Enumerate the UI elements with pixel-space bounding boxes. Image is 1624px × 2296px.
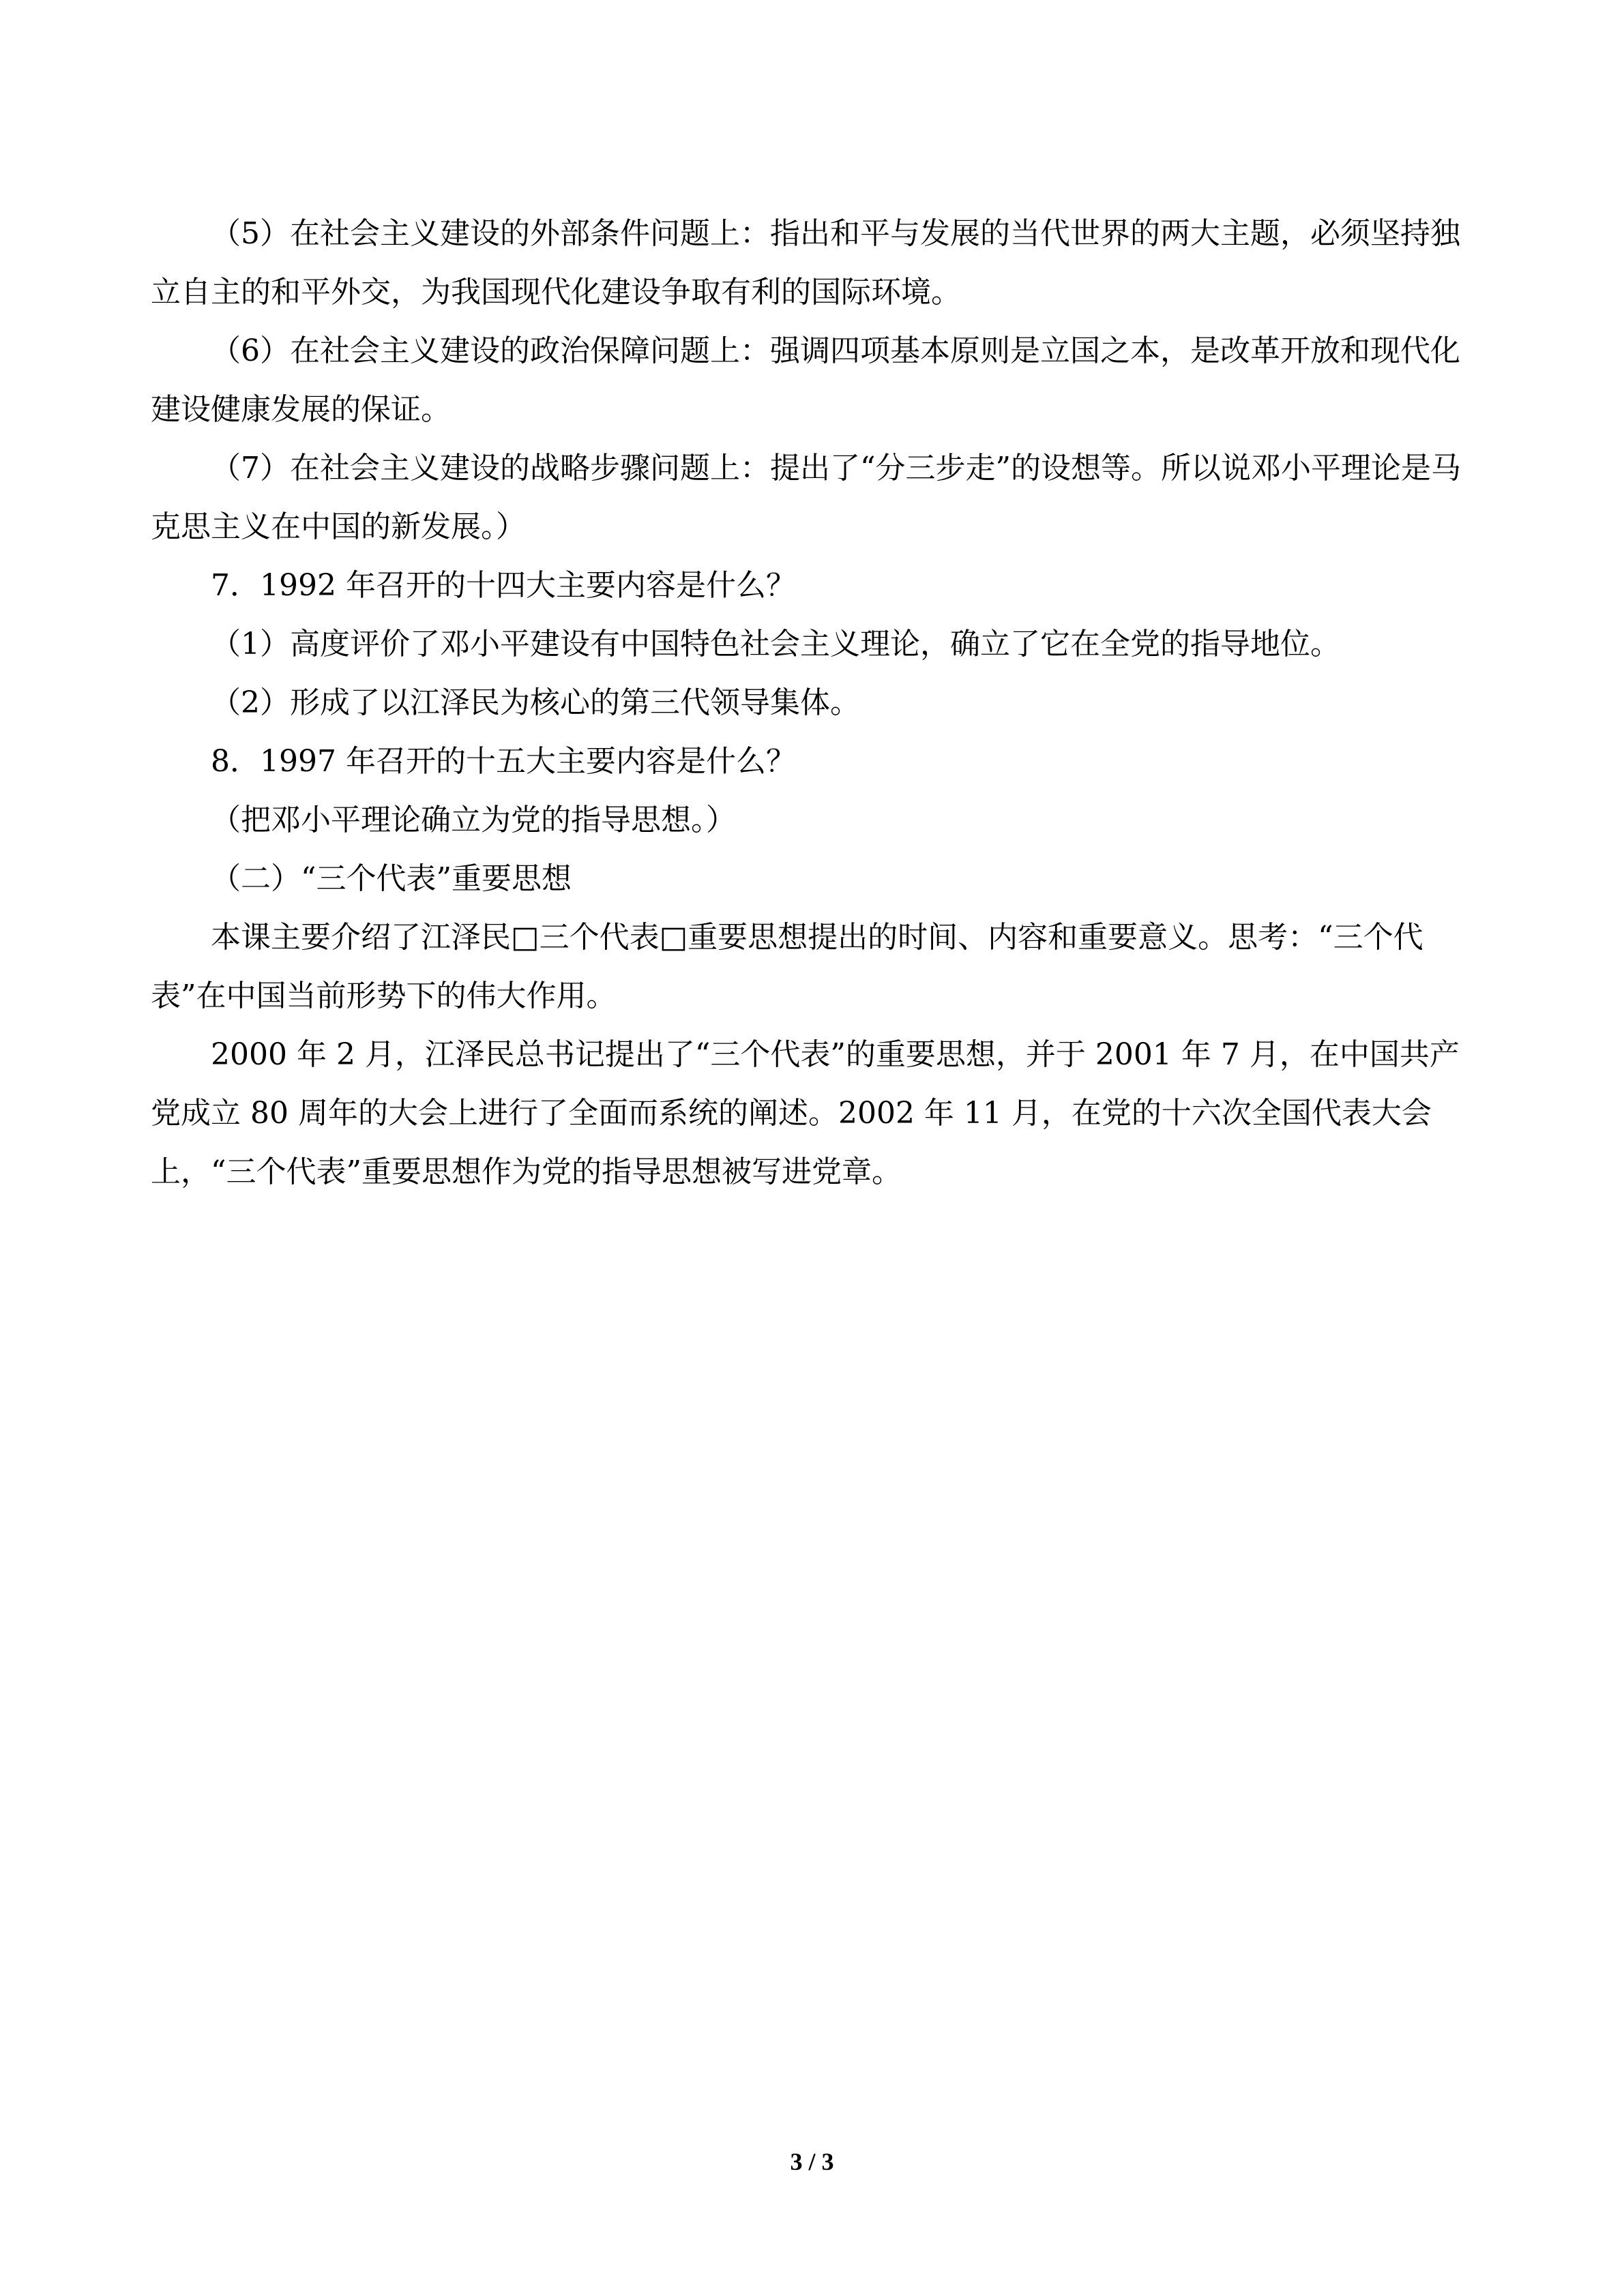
section-heading-three-represents: （二）“三个代表”重要思想 xyxy=(211,861,572,896)
paragraph-strategic-steps: （7）在社会主义建设的战略步骤问题上：提出了“分三步走”的设想等。所以说邓小平理论是马克思主义在中国的新发展。） xyxy=(151,451,1461,544)
answer-14th-congress-point-2: （2）形成了以江泽民为核心的第三代领导集体。 xyxy=(211,685,860,720)
paragraph-three-represents-history: 2000 年 2 月，江泽民总书记提出了“三个代表”的重要思想，并于 2001 年 7 月，在中国共产党成立 80 周年的大会上进行了全面而系统的阐述。2002 年 11 月，在党的十六次全国代表大会上，“三个代表”重要思想作为党的指导思想被写进党章。 xyxy=(151,1037,1460,1189)
answer-15th-congress: （把邓小平理论确立为党的指导思想。） xyxy=(211,803,736,837)
question-15th-congress: 8．1997 年召开的十五大主要内容是什么？ xyxy=(211,744,796,779)
page-number: 3 / 3 xyxy=(790,2148,834,2175)
paragraph-political-guarantee: （6）在社会主义建设的政治保障问题上：强调四项基本原则是立国之本，是改革开放和现代化建设健康发展的保证。 xyxy=(151,333,1460,427)
answer-14th-congress-point-1: （1）高度评价了邓小平建设有中国特色社会主义理论，确立了它在全党的指导地位。 xyxy=(211,627,1340,661)
paragraph-lesson-summary: 本课主要介绍了江泽民□三个代表□重要思想提出的时间、内容和重要意义。思考：“三个代表”在中国当前形势下的伟大作用。 xyxy=(151,920,1423,1013)
question-14th-congress: 7．1992 年召开的十四大主要内容是什么？ xyxy=(211,568,796,603)
document-body xyxy=(151,205,1488,1202)
paragraph-socialist-external-conditions: （5）在社会主义建设的外部条件问题上：指出和平与发展的当代世界的两大主题，必须坚持独立自主的和平外交，为我国现代化建设争取有利的国际环境。 xyxy=(151,216,1460,310)
